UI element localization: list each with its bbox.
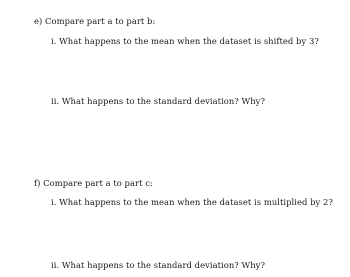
part-e-question-ii: ii. What happens to the standard deviation? Why? [51,96,265,106]
part-e-heading: e) Compare part a to part b: [34,16,156,26]
part-f-question-i: i. What happens to the mean when the dataset is multiplied by 2? [51,197,333,207]
part-f-question-ii: ii. What happens to the standard deviation? Why? [51,260,265,270]
part-e-question-i: i. What happens to the mean when the dataset is shifted by 3? [51,36,319,46]
part-f-heading: f) Compare part a to part c: [34,178,153,188]
